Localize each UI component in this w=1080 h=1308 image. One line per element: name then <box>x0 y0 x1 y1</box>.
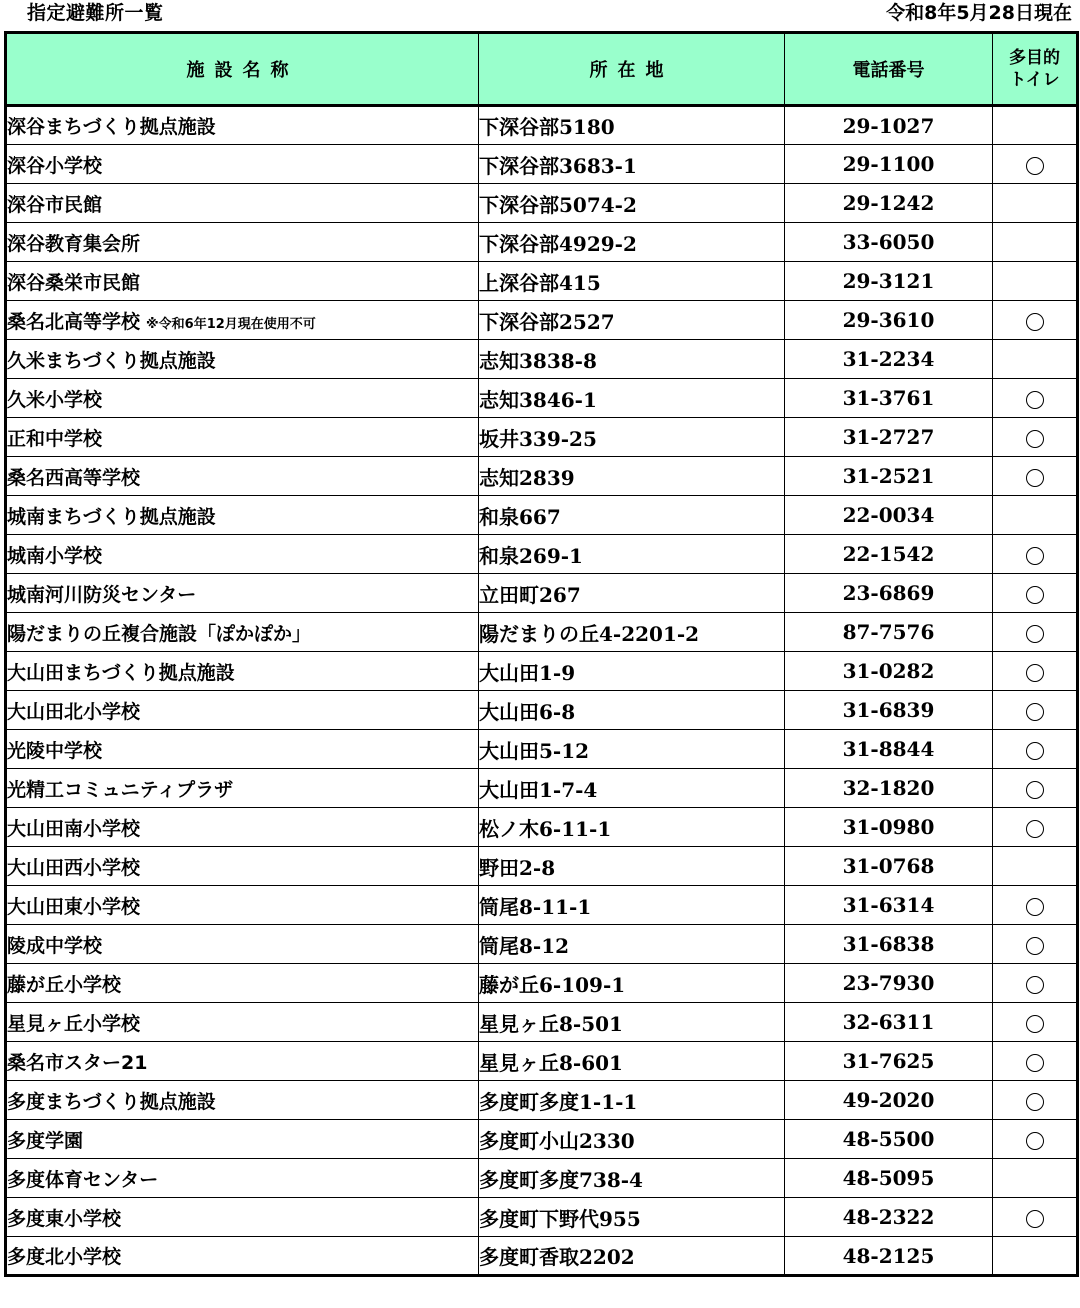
cell-address: 和泉269-1 <box>479 535 785 574</box>
available-circle-icon <box>1026 430 1044 448</box>
available-circle-icon <box>1026 1210 1044 1228</box>
cell-phone: 29-3121 <box>785 262 993 301</box>
available-circle-icon <box>1026 820 1044 838</box>
cell-phone: 31-6838 <box>785 925 993 964</box>
cell-address: 下深谷部5074-2 <box>479 184 785 223</box>
column-header-address: 所在地 <box>479 33 785 106</box>
available-circle-icon <box>1026 781 1044 799</box>
cell-address: 大山田6-8 <box>479 691 785 730</box>
cell-accessible-toilet <box>993 418 1078 457</box>
toilet-header-line1: 多目的 <box>1009 48 1060 68</box>
facility-name: 大山田まちづくり拠点施設 <box>7 661 235 684</box>
cell-address: 多度町小山2330 <box>479 1120 785 1159</box>
cell-facility-name <box>6 535 479 574</box>
cell-facility-name <box>6 301 479 340</box>
cell-accessible-toilet <box>993 262 1078 301</box>
available-circle-icon <box>1026 664 1044 682</box>
cell-accessible-toilet <box>993 847 1078 886</box>
facility-name: 藤が丘小学校 <box>7 973 122 996</box>
cell-accessible-toilet <box>993 769 1078 808</box>
facility-name: 大山田東小学校 <box>7 895 141 918</box>
cell-address: 志知3846-1 <box>479 379 785 418</box>
facility-name: 星見ヶ丘小学校 <box>7 1012 141 1035</box>
table-row <box>6 769 1078 808</box>
cell-facility-name <box>6 1003 479 1042</box>
column-header-phone: 電話番号 <box>785 33 993 106</box>
cell-accessible-toilet <box>993 496 1078 535</box>
facility-name: 桑名市スター21 <box>7 1051 148 1074</box>
facility-name: 久米小学校 <box>7 388 103 411</box>
cell-address: 多度町多度738-4 <box>479 1159 785 1198</box>
cell-phone: 49-2020 <box>785 1081 993 1120</box>
cell-address: 坂井339-25 <box>479 418 785 457</box>
cell-facility-name <box>6 1159 479 1198</box>
cell-accessible-toilet <box>993 652 1078 691</box>
cell-address: 立田町267 <box>479 574 785 613</box>
facility-name: 深谷教育集会所 <box>7 232 141 255</box>
table-row <box>6 418 1078 457</box>
cell-facility-name <box>6 769 479 808</box>
table-row <box>6 691 1078 730</box>
cell-address: 多度町下野代955 <box>479 1198 785 1237</box>
cell-accessible-toilet <box>993 613 1078 652</box>
cell-address: 上深谷部415 <box>479 262 785 301</box>
cell-accessible-toilet <box>993 574 1078 613</box>
available-circle-icon <box>1026 703 1044 721</box>
column-header-name: 施設名称 <box>6 33 479 106</box>
cell-facility-name <box>6 847 479 886</box>
available-circle-icon <box>1026 742 1044 760</box>
table-row <box>6 262 1078 301</box>
cell-facility-name <box>6 574 479 613</box>
page-title: 指定避難所一覧 <box>27 2 164 24</box>
cell-accessible-toilet <box>993 1003 1078 1042</box>
cell-phone: 29-3610 <box>785 301 993 340</box>
cell-address: 和泉667 <box>479 496 785 535</box>
cell-accessible-toilet <box>993 223 1078 262</box>
facility-name: 大山田北小学校 <box>7 700 141 723</box>
available-circle-icon <box>1026 547 1044 565</box>
cell-facility-name <box>6 808 479 847</box>
table-row <box>6 1198 1078 1237</box>
cell-phone: 31-2727 <box>785 418 993 457</box>
cell-accessible-toilet <box>993 340 1078 379</box>
cell-address: 下深谷部4929-2 <box>479 223 785 262</box>
facility-name: 深谷まちづくり拠点施設 <box>7 116 216 138</box>
cell-facility-name <box>6 379 479 418</box>
table-row <box>6 223 1078 262</box>
cell-phone: 48-5500 <box>785 1120 993 1159</box>
facility-name: 桑名北高等学校 <box>7 310 141 333</box>
facility-note: ※令和6年12月現在使用不可 <box>146 316 316 332</box>
table-row <box>6 1237 1078 1276</box>
table-row <box>6 457 1078 496</box>
table-row <box>6 574 1078 613</box>
cell-accessible-toilet <box>993 535 1078 574</box>
facility-name: 陽だまりの丘複合施設「ぽかぽか」 <box>7 622 312 645</box>
cell-phone: 32-6311 <box>785 1003 993 1042</box>
cell-facility-name <box>6 613 479 652</box>
facility-name: 光陵中学校 <box>7 739 103 762</box>
available-circle-icon <box>1026 157 1044 175</box>
facility-name: 大山田西小学校 <box>7 856 141 879</box>
column-header-toilet <box>993 33 1078 106</box>
cell-address: 大山田1-9 <box>479 652 785 691</box>
cell-facility-name <box>6 418 479 457</box>
cell-phone: 87-7576 <box>785 613 993 652</box>
facility-name: 深谷桑栄市民館 <box>7 271 141 294</box>
cell-phone: 32-1820 <box>785 769 993 808</box>
cell-address: 星見ヶ丘8-601 <box>479 1042 785 1081</box>
cell-accessible-toilet <box>993 457 1078 496</box>
cell-facility-name <box>6 457 479 496</box>
cell-facility-name <box>6 1237 479 1276</box>
cell-accessible-toilet <box>993 964 1078 1003</box>
cell-phone: 31-2521 <box>785 457 993 496</box>
table-row <box>6 730 1078 769</box>
available-circle-icon <box>1026 1132 1044 1150</box>
cell-address: 下深谷部5180 <box>479 106 785 145</box>
cell-facility-name <box>6 145 479 184</box>
cell-accessible-toilet <box>993 1081 1078 1120</box>
cell-facility-name <box>6 1120 479 1159</box>
cell-accessible-toilet <box>993 106 1078 145</box>
cell-facility-name <box>6 1081 479 1120</box>
available-circle-icon <box>1026 625 1044 643</box>
shelter-table <box>4 31 1079 1277</box>
table-row <box>6 301 1078 340</box>
cell-facility-name <box>6 691 479 730</box>
table-row <box>6 1042 1078 1081</box>
table-row <box>6 886 1078 925</box>
cell-phone: 31-0980 <box>785 808 993 847</box>
cell-address: 陽だまりの丘4-2201-2 <box>479 613 785 652</box>
table-row <box>6 145 1078 184</box>
cell-address: 大山田5-12 <box>479 730 785 769</box>
cell-accessible-toilet <box>993 184 1078 223</box>
toilet-header-line2: トイレ <box>1009 70 1060 90</box>
cell-address: 下深谷部2527 <box>479 301 785 340</box>
cell-phone: 48-2125 <box>785 1237 993 1276</box>
cell-address: 藤が丘6-109-1 <box>479 964 785 1003</box>
facility-name: 城南小学校 <box>7 544 103 567</box>
table-row <box>6 340 1078 379</box>
available-circle-icon <box>1026 313 1044 331</box>
cell-phone: 29-1100 <box>785 145 993 184</box>
table-row <box>6 964 1078 1003</box>
cell-accessible-toilet <box>993 145 1078 184</box>
table-row <box>6 106 1078 145</box>
available-circle-icon <box>1026 1093 1044 1111</box>
facility-name: 多度体育センター <box>7 1168 159 1191</box>
facility-name: 大山田南小学校 <box>7 817 141 840</box>
facility-name: 多度まちづくり拠点施設 <box>7 1090 216 1113</box>
cell-facility-name <box>6 730 479 769</box>
table-row <box>6 496 1078 535</box>
cell-accessible-toilet <box>993 1120 1078 1159</box>
available-circle-icon <box>1026 937 1044 955</box>
cell-phone: 29-1242 <box>785 184 993 223</box>
cell-accessible-toilet <box>993 886 1078 925</box>
cell-phone: 33-6050 <box>785 223 993 262</box>
cell-address: 筒尾8-12 <box>479 925 785 964</box>
cell-phone: 31-0282 <box>785 652 993 691</box>
cell-phone: 22-1542 <box>785 535 993 574</box>
cell-accessible-toilet <box>993 1042 1078 1081</box>
cell-facility-name <box>6 184 479 223</box>
cell-address: 下深谷部3683-1 <box>479 145 785 184</box>
cell-accessible-toilet <box>993 301 1078 340</box>
cell-phone: 31-6839 <box>785 691 993 730</box>
facility-name: 正和中学校 <box>7 427 103 450</box>
table-row <box>6 1003 1078 1042</box>
cell-address: 筒尾8-11-1 <box>479 886 785 925</box>
cell-facility-name <box>6 652 479 691</box>
available-circle-icon <box>1026 1015 1044 1033</box>
cell-accessible-toilet <box>993 730 1078 769</box>
table-row <box>6 613 1078 652</box>
available-circle-icon <box>1026 976 1044 994</box>
table-header-row <box>6 33 1078 106</box>
cell-phone: 23-7930 <box>785 964 993 1003</box>
table-row <box>6 184 1078 223</box>
table-row <box>6 925 1078 964</box>
available-circle-icon <box>1026 469 1044 487</box>
facility-name: 陵成中学校 <box>7 934 103 957</box>
cell-phone: 31-3761 <box>785 379 993 418</box>
cell-phone: 31-6314 <box>785 886 993 925</box>
cell-address: 志知2839 <box>479 457 785 496</box>
table-row <box>6 1120 1078 1159</box>
cell-phone: 29-1027 <box>785 106 993 145</box>
cell-address: 多度町多度1-1-1 <box>479 1081 785 1120</box>
facility-name: 光精工コミュニティプラザ <box>7 778 234 801</box>
available-circle-icon <box>1026 1054 1044 1072</box>
cell-facility-name <box>6 925 479 964</box>
cell-facility-name <box>6 886 479 925</box>
cell-phone: 48-5095 <box>785 1159 993 1198</box>
table-row <box>6 808 1078 847</box>
cell-phone: 31-7625 <box>785 1042 993 1081</box>
cell-facility-name <box>6 1198 479 1237</box>
available-circle-icon <box>1026 391 1044 409</box>
facility-name: 深谷市民館 <box>7 193 103 216</box>
table-row <box>6 652 1078 691</box>
cell-facility-name <box>6 496 479 535</box>
available-circle-icon <box>1026 898 1044 916</box>
table-body <box>6 106 1078 1276</box>
table-row <box>6 1159 1078 1198</box>
cell-address: 多度町香取2202 <box>479 1237 785 1276</box>
cell-accessible-toilet <box>993 808 1078 847</box>
cell-address: 志知3838-8 <box>479 340 785 379</box>
table-row <box>6 535 1078 574</box>
facility-name: 城南まちづくり拠点施設 <box>7 505 216 528</box>
cell-phone: 48-2322 <box>785 1198 993 1237</box>
cell-accessible-toilet <box>993 1159 1078 1198</box>
cell-facility-name <box>6 340 479 379</box>
cell-phone: 31-0768 <box>785 847 993 886</box>
cell-facility-name <box>6 223 479 262</box>
facility-name: 多度学園 <box>7 1129 84 1152</box>
table-row <box>6 379 1078 418</box>
cell-accessible-toilet <box>993 925 1078 964</box>
facility-name: 桑名西高等学校 <box>7 466 141 489</box>
table-row <box>6 1081 1078 1120</box>
cell-phone: 22-0034 <box>785 496 993 535</box>
facility-name: 多度北小学校 <box>7 1246 122 1268</box>
cell-facility-name <box>6 964 479 1003</box>
cell-phone: 31-2234 <box>785 340 993 379</box>
facility-name: 深谷小学校 <box>7 154 103 177</box>
facility-name: 城南河川防災センター <box>7 583 197 606</box>
cell-accessible-toilet <box>993 1237 1078 1276</box>
cell-facility-name <box>6 106 479 145</box>
available-circle-icon <box>1026 586 1044 604</box>
cell-address: 大山田1-7-4 <box>479 769 785 808</box>
cell-phone: 23-6869 <box>785 574 993 613</box>
facility-name: 多度東小学校 <box>7 1207 122 1230</box>
cell-address: 野田2-8 <box>479 847 785 886</box>
cell-facility-name <box>6 1042 479 1081</box>
facility-name: 久米まちづくり拠点施設 <box>7 349 216 372</box>
cell-accessible-toilet <box>993 379 1078 418</box>
as-of-date: 令和8年5月28日現在 <box>886 2 1072 24</box>
cell-address: 松ノ木6-11-1 <box>479 808 785 847</box>
table-row <box>6 847 1078 886</box>
cell-phone: 31-8844 <box>785 730 993 769</box>
cell-address: 星見ヶ丘8-501 <box>479 1003 785 1042</box>
cell-accessible-toilet <box>993 1198 1078 1237</box>
cell-accessible-toilet <box>993 691 1078 730</box>
cell-facility-name <box>6 262 479 301</box>
